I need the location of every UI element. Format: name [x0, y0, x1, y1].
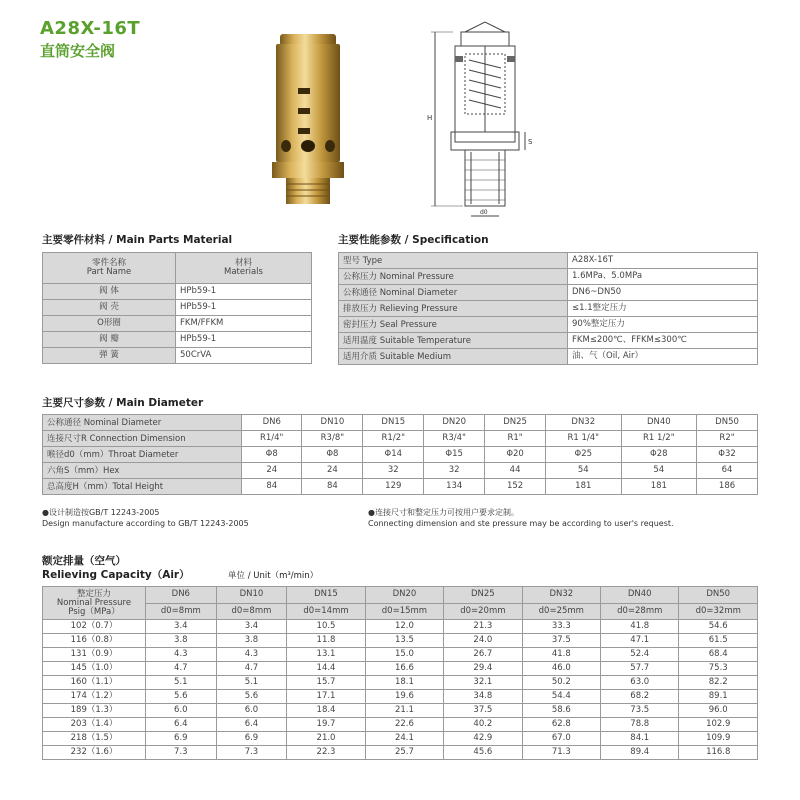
part-material: 50CrVA: [176, 348, 312, 364]
capacity-value-cell: 57.7: [601, 662, 679, 676]
table-row: [339, 333, 758, 349]
capacity-pressure-cell: 232（1.6）: [43, 746, 146, 760]
capacity-dn-header: DN25: [444, 587, 522, 604]
capacity-value-cell: 41.8: [601, 620, 679, 634]
part-name: 弹 簧: [43, 348, 176, 364]
spec-label: 公称通径 Nominal Diameter: [339, 285, 568, 301]
diameter-cell: R1 1/2": [621, 431, 697, 447]
capacity-pressure-cell: 145（1.0）: [43, 662, 146, 676]
capacity-value-cell: 62.8: [522, 718, 600, 732]
standard-note: [42, 507, 249, 529]
part-material: HPb59-1: [176, 300, 312, 316]
capacity-value-cell: 15.7: [287, 676, 365, 690]
diameter-cell: 32: [363, 463, 424, 479]
table-row: [43, 704, 758, 718]
spec-value: 90%整定压力: [568, 317, 758, 333]
capacity-throat-header: d0=14mm: [287, 603, 365, 620]
capacity-pressure-header: [43, 587, 146, 620]
capacity-value-cell: 5.6: [216, 690, 287, 704]
capacity-value-cell: 18.4: [287, 704, 365, 718]
capacity-value-cell: 12.0: [365, 620, 443, 634]
capacity-value-cell: 6.9: [216, 732, 287, 746]
capacity-value-cell: 4.3: [216, 648, 287, 662]
capacity-value-cell: 5.1: [146, 676, 217, 690]
hex-label: S: [528, 138, 533, 146]
capacity-dn-header: DN40: [601, 587, 679, 604]
capacity-pressure-cell: 218（1.5）: [43, 732, 146, 746]
capacity-value-cell: 18.1: [365, 676, 443, 690]
capacity-value-cell: 47.1: [601, 634, 679, 648]
capacity-value-cell: 102.9: [679, 718, 758, 732]
capacity-value-cell: 7.3: [216, 746, 287, 760]
capacity-value-cell: 15.0: [365, 648, 443, 662]
pressure-header-en: Nominal Pressure: [56, 597, 132, 608]
capacity-value-cell: 6.4: [146, 718, 217, 732]
capacity-dn-header: DN6: [146, 587, 217, 604]
capacity-value-cell: 58.6: [522, 704, 600, 718]
spec-label: 适用温度 Suitable Temperature: [339, 333, 568, 349]
table-row: [43, 284, 312, 300]
capacity-value-cell: 22.6: [365, 718, 443, 732]
capacity-dn-header: DN20: [365, 587, 443, 604]
product-name: 直筒安全阀: [40, 42, 116, 60]
capacity-throat-header: d0=25mm: [522, 603, 600, 620]
capacity-value-cell: 40.2: [444, 718, 522, 732]
capacity-value-cell: 63.0: [601, 676, 679, 690]
standard-note-cn: ●设计制造按GB/T 12243-2005: [42, 508, 160, 517]
capacity-throat-header: d0=28mm: [601, 603, 679, 620]
capacity-value-cell: 68.2: [601, 690, 679, 704]
capacity-value-cell: 52.4: [601, 648, 679, 662]
diameter-cell: DN15: [363, 415, 424, 431]
valve-section-drawing: [425, 20, 545, 220]
spec-label: 排放压力 Relieving Pressure: [339, 301, 568, 317]
capacity-value-cell: 42.9: [444, 732, 522, 746]
capacity-value-cell: 4.7: [146, 662, 217, 676]
diameter-cell: R1 1/4": [546, 431, 622, 447]
capacity-value-cell: 45.6: [444, 746, 522, 760]
table-row: [43, 431, 758, 447]
table-row: [43, 479, 758, 495]
capacity-value-cell: 41.8: [522, 648, 600, 662]
diameter-cell: Φ20: [485, 447, 546, 463]
spec-table: [338, 252, 758, 365]
capacity-value-cell: 11.8: [287, 634, 365, 648]
diameter-cell: Φ8: [242, 447, 302, 463]
capacity-throat-header: d0=8mm: [146, 603, 217, 620]
part-material: FKM/FFKM: [176, 316, 312, 332]
capacity-value-cell: 13.1: [287, 648, 365, 662]
capacity-value-cell: 84.1: [601, 732, 679, 746]
capacity-value-cell: 78.8: [601, 718, 679, 732]
capacity-value-cell: 24.1: [365, 732, 443, 746]
capacity-title-cn: 额定排量（空气）: [42, 555, 126, 567]
diameter-label: 喉径d0（mm）Throat Diameter: [43, 447, 242, 463]
standard-note-en: Design manufacture according to GB/T 12243-2005: [42, 519, 249, 528]
capacity-value-cell: 6.0: [216, 704, 287, 718]
capacity-value-cell: 29.4: [444, 662, 522, 676]
capacity-value-cell: 26.7: [444, 648, 522, 662]
table-row: [339, 301, 758, 317]
diameter-cell: Φ8: [302, 447, 363, 463]
capacity-value-cell: 17.1: [287, 690, 365, 704]
capacity-value-cell: 6.9: [146, 732, 217, 746]
capacity-pressure-cell: 203（1.4）: [43, 718, 146, 732]
diameter-cell: 181: [621, 479, 697, 495]
spec-value: 1.6MPa、5.0MPa: [568, 269, 758, 285]
capacity-value-cell: 16.6: [365, 662, 443, 676]
capacity-value-cell: 21.3: [444, 620, 522, 634]
spec-value: DN6~DN50: [568, 285, 758, 301]
diameter-cell: 24: [242, 463, 302, 479]
capacity-value-cell: 89.4: [601, 746, 679, 760]
custom-note-cn: ●连接尺寸和整定压力可按用户要求定制。: [368, 508, 519, 517]
capacity-pressure-cell: 189（1.3）: [43, 704, 146, 718]
diameter-label: 公称通径 Nominal Diameter: [43, 415, 242, 431]
capacity-value-cell: 10.5: [287, 620, 365, 634]
capacity-value-cell: 24.0: [444, 634, 522, 648]
diameter-cell: 64: [697, 463, 758, 479]
spec-value: 油、气（Oil, Air）: [568, 349, 758, 365]
capacity-value-cell: 34.8: [444, 690, 522, 704]
throat-label: d0: [480, 209, 488, 216]
height-label: H: [427, 114, 433, 122]
diameter-cell: 32: [424, 463, 485, 479]
diameter-section-title: 主要尺寸参数 / Main Diameter: [42, 397, 204, 409]
part-name: 阀 瓣: [43, 332, 176, 348]
capacity-value-cell: 4.7: [216, 662, 287, 676]
diameter-label: 总高度H（mm）Total Height: [43, 479, 242, 495]
table-row: [43, 447, 758, 463]
capacity-value-cell: 46.0: [522, 662, 600, 676]
diameter-table: [42, 414, 758, 495]
diameter-cell: R1/4": [242, 431, 302, 447]
spec-label: 密封压力 Seal Pressure: [339, 317, 568, 333]
parts-section-title: 主要零件材料 / Main Parts Material: [42, 234, 233, 246]
diameter-cell: DN25: [485, 415, 546, 431]
capacity-value-cell: 37.5: [522, 634, 600, 648]
spec-value: ≤1.1整定压力: [568, 301, 758, 317]
diameter-cell: R2": [697, 431, 758, 447]
capacity-value-cell: 21.1: [365, 704, 443, 718]
capacity-pressure-cell: 131（0.9）: [43, 648, 146, 662]
diameter-cell: 186: [697, 479, 758, 495]
capacity-value-cell: 5.1: [216, 676, 287, 690]
table-row: [43, 348, 312, 364]
diameter-cell: 134: [424, 479, 485, 495]
parts-col-part-en: Part Name: [86, 267, 132, 277]
table-row: [43, 732, 758, 746]
part-name: 阀 体: [43, 284, 176, 300]
spec-label: 型号 Type: [339, 253, 568, 269]
capacity-value-cell: 3.4: [146, 620, 217, 634]
capacity-value-cell: 75.3: [679, 662, 758, 676]
parts-col-material: [176, 253, 312, 284]
capacity-unit: 单位 / Unit（m³/min）: [228, 571, 319, 581]
capacity-value-cell: 37.5: [444, 704, 522, 718]
part-name: 阀 壳: [43, 300, 176, 316]
part-name: O形圈: [43, 316, 176, 332]
capacity-throat-header: d0=15mm: [365, 603, 443, 620]
capacity-value-cell: 89.1: [679, 690, 758, 704]
part-material: HPb59-1: [176, 332, 312, 348]
diameter-cell: DN50: [697, 415, 758, 431]
capacity-pressure-cell: 160（1.1）: [43, 676, 146, 690]
diameter-cell: R1/2": [363, 431, 424, 447]
capacity-value-cell: 68.4: [679, 648, 758, 662]
table-row: [43, 718, 758, 732]
diameter-label: 连接尺寸R Connection Dimension: [43, 431, 242, 447]
spec-value: FKM≤200℃、FFKM≤300℃: [568, 333, 758, 349]
capacity-value-cell: 13.5: [365, 634, 443, 648]
capacity-pressure-cell: 102（0.7）: [43, 620, 146, 634]
capacity-value-cell: 6.0: [146, 704, 217, 718]
diameter-cell: DN6: [242, 415, 302, 431]
capacity-throat-row: [43, 603, 758, 620]
custom-note: [368, 507, 674, 529]
capacity-value-cell: 14.4: [287, 662, 365, 676]
diameter-cell: 152: [485, 479, 546, 495]
capacity-value-cell: 3.8: [216, 634, 287, 648]
parts-table: [42, 252, 312, 364]
table-row: [339, 269, 758, 285]
capacity-value-cell: 116.8: [679, 746, 758, 760]
capacity-value-cell: 21.0: [287, 732, 365, 746]
capacity-value-cell: 82.2: [679, 676, 758, 690]
capacity-value-cell: 25.7: [365, 746, 443, 760]
spec-section-title: 主要性能参数 / Specification: [338, 234, 489, 246]
diameter-cell: Φ25: [546, 447, 622, 463]
diameter-cell: Φ32: [697, 447, 758, 463]
parts-header-row: [43, 253, 312, 284]
product-model: A28X-16T: [40, 18, 141, 39]
capacity-header-row: [43, 587, 758, 604]
table-row: [43, 746, 758, 760]
capacity-value-cell: 54.4: [522, 690, 600, 704]
table-row: [43, 634, 758, 648]
pressure-header-cn: 整定压力: [76, 588, 111, 599]
capacity-value-cell: 32.1: [444, 676, 522, 690]
capacity-value-cell: 19.6: [365, 690, 443, 704]
capacity-value-cell: 73.5: [601, 704, 679, 718]
pressure-header-unit: Psig（MPa）: [68, 606, 120, 617]
capacity-pressure-cell: 116（0.8）: [43, 634, 146, 648]
spec-value: A28X-16T: [568, 253, 758, 269]
table-row: [43, 620, 758, 634]
table-row: [43, 662, 758, 676]
diameter-cell: 84: [242, 479, 302, 495]
capacity-pressure-cell: 174（1.2）: [43, 690, 146, 704]
table-row: [43, 300, 312, 316]
table-row: [43, 676, 758, 690]
diameter-cell: R3/4": [424, 431, 485, 447]
capacity-dn-header: DN15: [287, 587, 365, 604]
diameter-cell: 54: [546, 463, 622, 479]
capacity-table: [42, 586, 758, 760]
capacity-value-cell: 61.5: [679, 634, 758, 648]
capacity-throat-header: d0=8mm: [216, 603, 287, 620]
diameter-cell: Φ14: [363, 447, 424, 463]
parts-col-material-cn: 材料: [234, 258, 252, 268]
table-row: [43, 332, 312, 348]
capacity-value-cell: 96.0: [679, 704, 758, 718]
capacity-value-cell: 3.4: [216, 620, 287, 634]
diameter-cell: 129: [363, 479, 424, 495]
table-row: [339, 285, 758, 301]
custom-note-en: Connecting dimension and ste pressure may be according to user's request.: [368, 519, 674, 528]
parts-col-part-cn: 零件名称: [91, 258, 126, 268]
capacity-value-cell: 19.7: [287, 718, 365, 732]
diameter-cell: 54: [621, 463, 697, 479]
capacity-throat-header: d0=32mm: [679, 603, 758, 620]
valve-photo: [262, 28, 354, 208]
spec-label: 适用介质 Suitable Medium: [339, 349, 568, 365]
capacity-value-cell: 6.4: [216, 718, 287, 732]
table-row: [43, 648, 758, 662]
diameter-cell: 181: [546, 479, 622, 495]
diameter-cell: R1": [485, 431, 546, 447]
diameter-label: 六角S（mm）Hex: [43, 463, 242, 479]
capacity-value-cell: 5.6: [146, 690, 217, 704]
capacity-value-cell: 67.0: [522, 732, 600, 746]
capacity-value-cell: 7.3: [146, 746, 217, 760]
capacity-dn-header: DN32: [522, 587, 600, 604]
table-row: [43, 415, 758, 431]
diameter-cell: 44: [485, 463, 546, 479]
part-material: HPb59-1: [176, 284, 312, 300]
diameter-cell: 84: [302, 479, 363, 495]
diameter-cell: Φ28: [621, 447, 697, 463]
capacity-value-cell: 109.9: [679, 732, 758, 746]
capacity-title-en: Relieving Capacity（Air）: [42, 569, 190, 581]
table-row: [43, 690, 758, 704]
parts-col-material-en: Materials: [224, 267, 263, 277]
capacity-value-cell: 4.3: [146, 648, 217, 662]
capacity-value-cell: 22.3: [287, 746, 365, 760]
table-row: [43, 316, 312, 332]
table-row: [339, 317, 758, 333]
capacity-dn-header: DN50: [679, 587, 758, 604]
table-row: [339, 349, 758, 365]
capacity-value-cell: 3.8: [146, 634, 217, 648]
capacity-value-cell: 33.3: [522, 620, 600, 634]
capacity-throat-header: d0=20mm: [444, 603, 522, 620]
diameter-cell: R3/8": [302, 431, 363, 447]
table-row: [339, 253, 758, 269]
diameter-cell: Φ15: [424, 447, 485, 463]
diameter-cell: DN10: [302, 415, 363, 431]
diameter-cell: DN32: [546, 415, 622, 431]
parts-col-part: [43, 253, 176, 284]
spec-label: 公称压力 Nominal Pressure: [339, 269, 568, 285]
capacity-value-cell: 54.6: [679, 620, 758, 634]
diameter-cell: 24: [302, 463, 363, 479]
capacity-value-cell: 50.2: [522, 676, 600, 690]
diameter-cell: DN40: [621, 415, 697, 431]
diameter-cell: DN20: [424, 415, 485, 431]
table-row: [43, 463, 758, 479]
capacity-value-cell: 71.3: [522, 746, 600, 760]
capacity-dn-header: DN10: [216, 587, 287, 604]
